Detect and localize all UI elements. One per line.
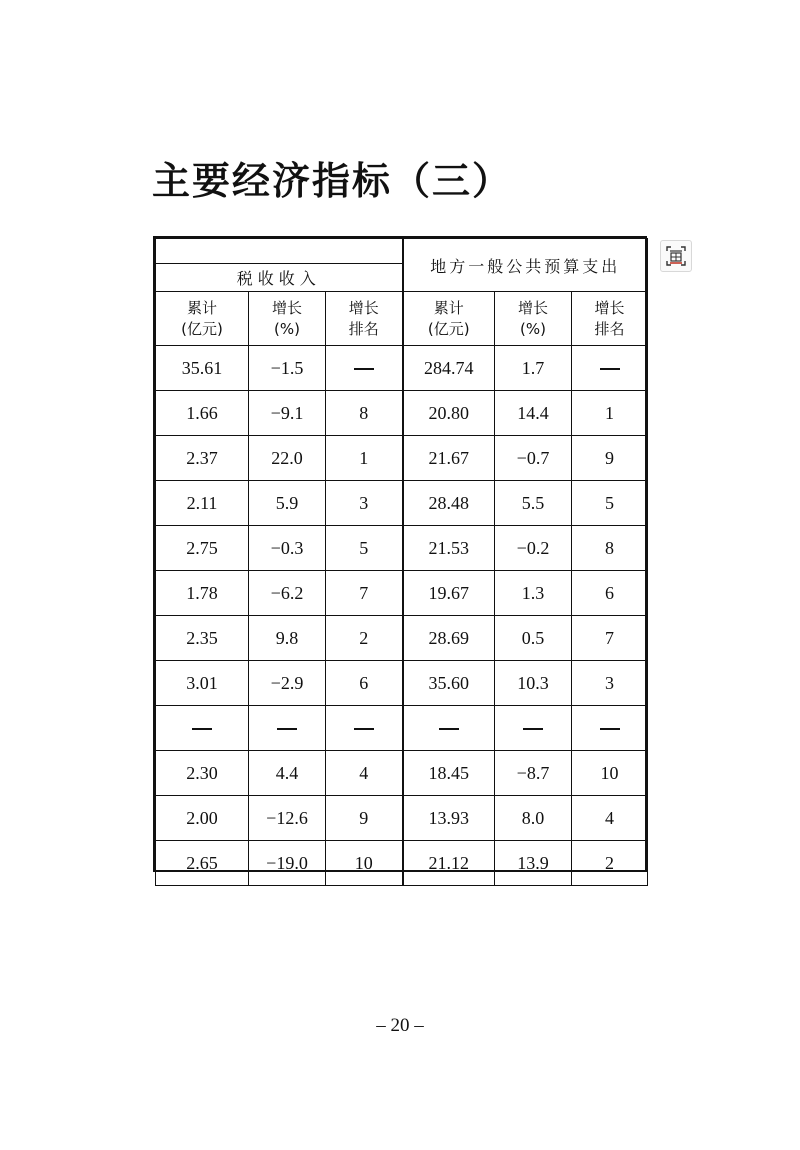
table-cell <box>326 346 403 391</box>
table-cell: 4 <box>326 751 403 796</box>
column-header-line1: 累计 <box>433 298 464 317</box>
table-row <box>156 751 648 796</box>
column-header-line2: 排名 <box>348 319 379 338</box>
table-cell: 3 <box>572 661 648 706</box>
table-row <box>156 526 648 571</box>
table-row <box>156 616 648 661</box>
table-row <box>156 481 648 526</box>
table-cell: 19.67 <box>403 571 495 616</box>
table-cell: 2.35 <box>156 616 249 661</box>
table-cell: 21.12 <box>403 841 495 886</box>
table-cell: 18.45 <box>403 751 495 796</box>
table-cell: −2.9 <box>249 661 326 706</box>
table-cell: 1.66 <box>156 391 249 436</box>
table-cell: −0.2 <box>495 526 572 571</box>
table-cell: 2.37 <box>156 436 249 481</box>
dash-mark <box>192 728 212 730</box>
table-row <box>156 796 648 841</box>
column-header-line2: 排名 <box>594 319 625 338</box>
table-cell <box>249 706 326 751</box>
table-cell: 22.0 <box>249 436 326 481</box>
table-cell: 35.61 <box>156 346 249 391</box>
table-cell: 0.5 <box>495 616 572 661</box>
table-cell: 2.65 <box>156 841 249 886</box>
table-cell: 10 <box>572 751 648 796</box>
table-cell: 4 <box>572 796 648 841</box>
table-cell: 1.78 <box>156 571 249 616</box>
column-header <box>326 292 403 346</box>
table-cell: 2.30 <box>156 751 249 796</box>
table-row <box>156 391 648 436</box>
column-header <box>403 292 495 346</box>
table-cell: 9.8 <box>249 616 326 661</box>
table-row <box>156 571 648 616</box>
table-cell: 9 <box>326 796 403 841</box>
table-cell: −9.1 <box>249 391 326 436</box>
table-cell: −12.6 <box>249 796 326 841</box>
table-cell: 1 <box>326 436 403 481</box>
table-cell: 6 <box>326 661 403 706</box>
table-cell: −8.7 <box>495 751 572 796</box>
header-row-columns <box>156 292 648 346</box>
table-cell: 6 <box>572 571 648 616</box>
column-header <box>495 292 572 346</box>
table-cell: 284.74 <box>403 346 495 391</box>
dash-mark <box>354 368 374 370</box>
dash-mark <box>354 728 374 730</box>
table-row <box>156 706 648 751</box>
table-cell: 2 <box>326 616 403 661</box>
table-cell: 14.4 <box>495 391 572 436</box>
table-cell: 13.9 <box>495 841 572 886</box>
table-cell <box>495 706 572 751</box>
table-cell: 28.69 <box>403 616 495 661</box>
column-header-line2: (%) <box>274 319 300 338</box>
dash-mark <box>439 728 459 730</box>
table-cell: 1.3 <box>495 571 572 616</box>
table-cell: 1 <box>572 391 648 436</box>
table-row <box>156 346 648 391</box>
table-cell: 35.60 <box>403 661 495 706</box>
table-cell <box>326 706 403 751</box>
table-cell: 28.48 <box>403 481 495 526</box>
table-cell: −0.3 <box>249 526 326 571</box>
table-cell: 8 <box>326 391 403 436</box>
column-header <box>249 292 326 346</box>
column-header-line1: 累计 <box>186 298 217 317</box>
column-header-line2: (亿元) <box>427 319 470 338</box>
table-cell: 9 <box>572 436 648 481</box>
table-cell: 2.00 <box>156 796 249 841</box>
column-header-line1: 增长 <box>348 298 379 317</box>
table-cell: 21.67 <box>403 436 495 481</box>
table-cell: 8 <box>572 526 648 571</box>
indicator-table-frame <box>153 236 647 872</box>
dash-mark <box>600 368 620 370</box>
table-cell: 10.3 <box>495 661 572 706</box>
header-row-top <box>156 239 648 264</box>
table-cell: 5 <box>326 526 403 571</box>
table-cell: 8.0 <box>495 796 572 841</box>
table-cell: 21.53 <box>403 526 495 571</box>
dash-mark <box>277 728 297 730</box>
table-cell: 3 <box>326 481 403 526</box>
table-cell: 2.11 <box>156 481 249 526</box>
table-cell <box>403 706 495 751</box>
scan-frame-icon[interactable] <box>660 240 692 272</box>
table-cell: −1.5 <box>249 346 326 391</box>
column-header-line2: (亿元) <box>181 319 223 338</box>
table-cell: 5.5 <box>495 481 572 526</box>
table-cell <box>156 706 249 751</box>
table-cell: 3.01 <box>156 661 249 706</box>
header-blank-cell <box>156 239 403 264</box>
column-header-line1: 增长 <box>594 298 625 317</box>
table-cell: 5.9 <box>249 481 326 526</box>
column-header-line2: (%) <box>520 319 546 338</box>
column-header-line1: 增长 <box>517 298 548 317</box>
dash-mark <box>600 728 620 730</box>
table-cell: 5 <box>572 481 648 526</box>
table-cell: −19.0 <box>249 841 326 886</box>
table-cell: 2.75 <box>156 526 249 571</box>
page-title: 主要经济指标（三） <box>152 158 513 203</box>
table-body <box>156 346 648 886</box>
table-row <box>156 841 648 886</box>
table-cell: 1.7 <box>495 346 572 391</box>
table-cell: 20.80 <box>403 391 495 436</box>
table-row <box>156 436 648 481</box>
dash-mark <box>523 728 543 730</box>
table-cell <box>572 706 648 751</box>
table-row <box>156 661 648 706</box>
header-expenditure-label: 地方一般公共预算支出 <box>403 239 648 292</box>
table-cell: 10 <box>326 841 403 886</box>
table-cell: 2 <box>572 841 648 886</box>
table-cell: 7 <box>572 616 648 661</box>
column-header <box>572 292 648 346</box>
table-cell: −0.7 <box>495 436 572 481</box>
indicator-table <box>155 238 648 886</box>
table-cell: 13.93 <box>403 796 495 841</box>
table-cell: 4.4 <box>249 751 326 796</box>
header-tax-revenue-label: 税收收入 <box>156 264 403 292</box>
page-number: – 20 – <box>376 1015 424 1036</box>
table-cell: 7 <box>326 571 403 616</box>
column-header <box>156 292 249 346</box>
table-cell: −6.2 <box>249 571 326 616</box>
table-cell <box>572 346 648 391</box>
column-header-line1: 增长 <box>271 298 302 317</box>
